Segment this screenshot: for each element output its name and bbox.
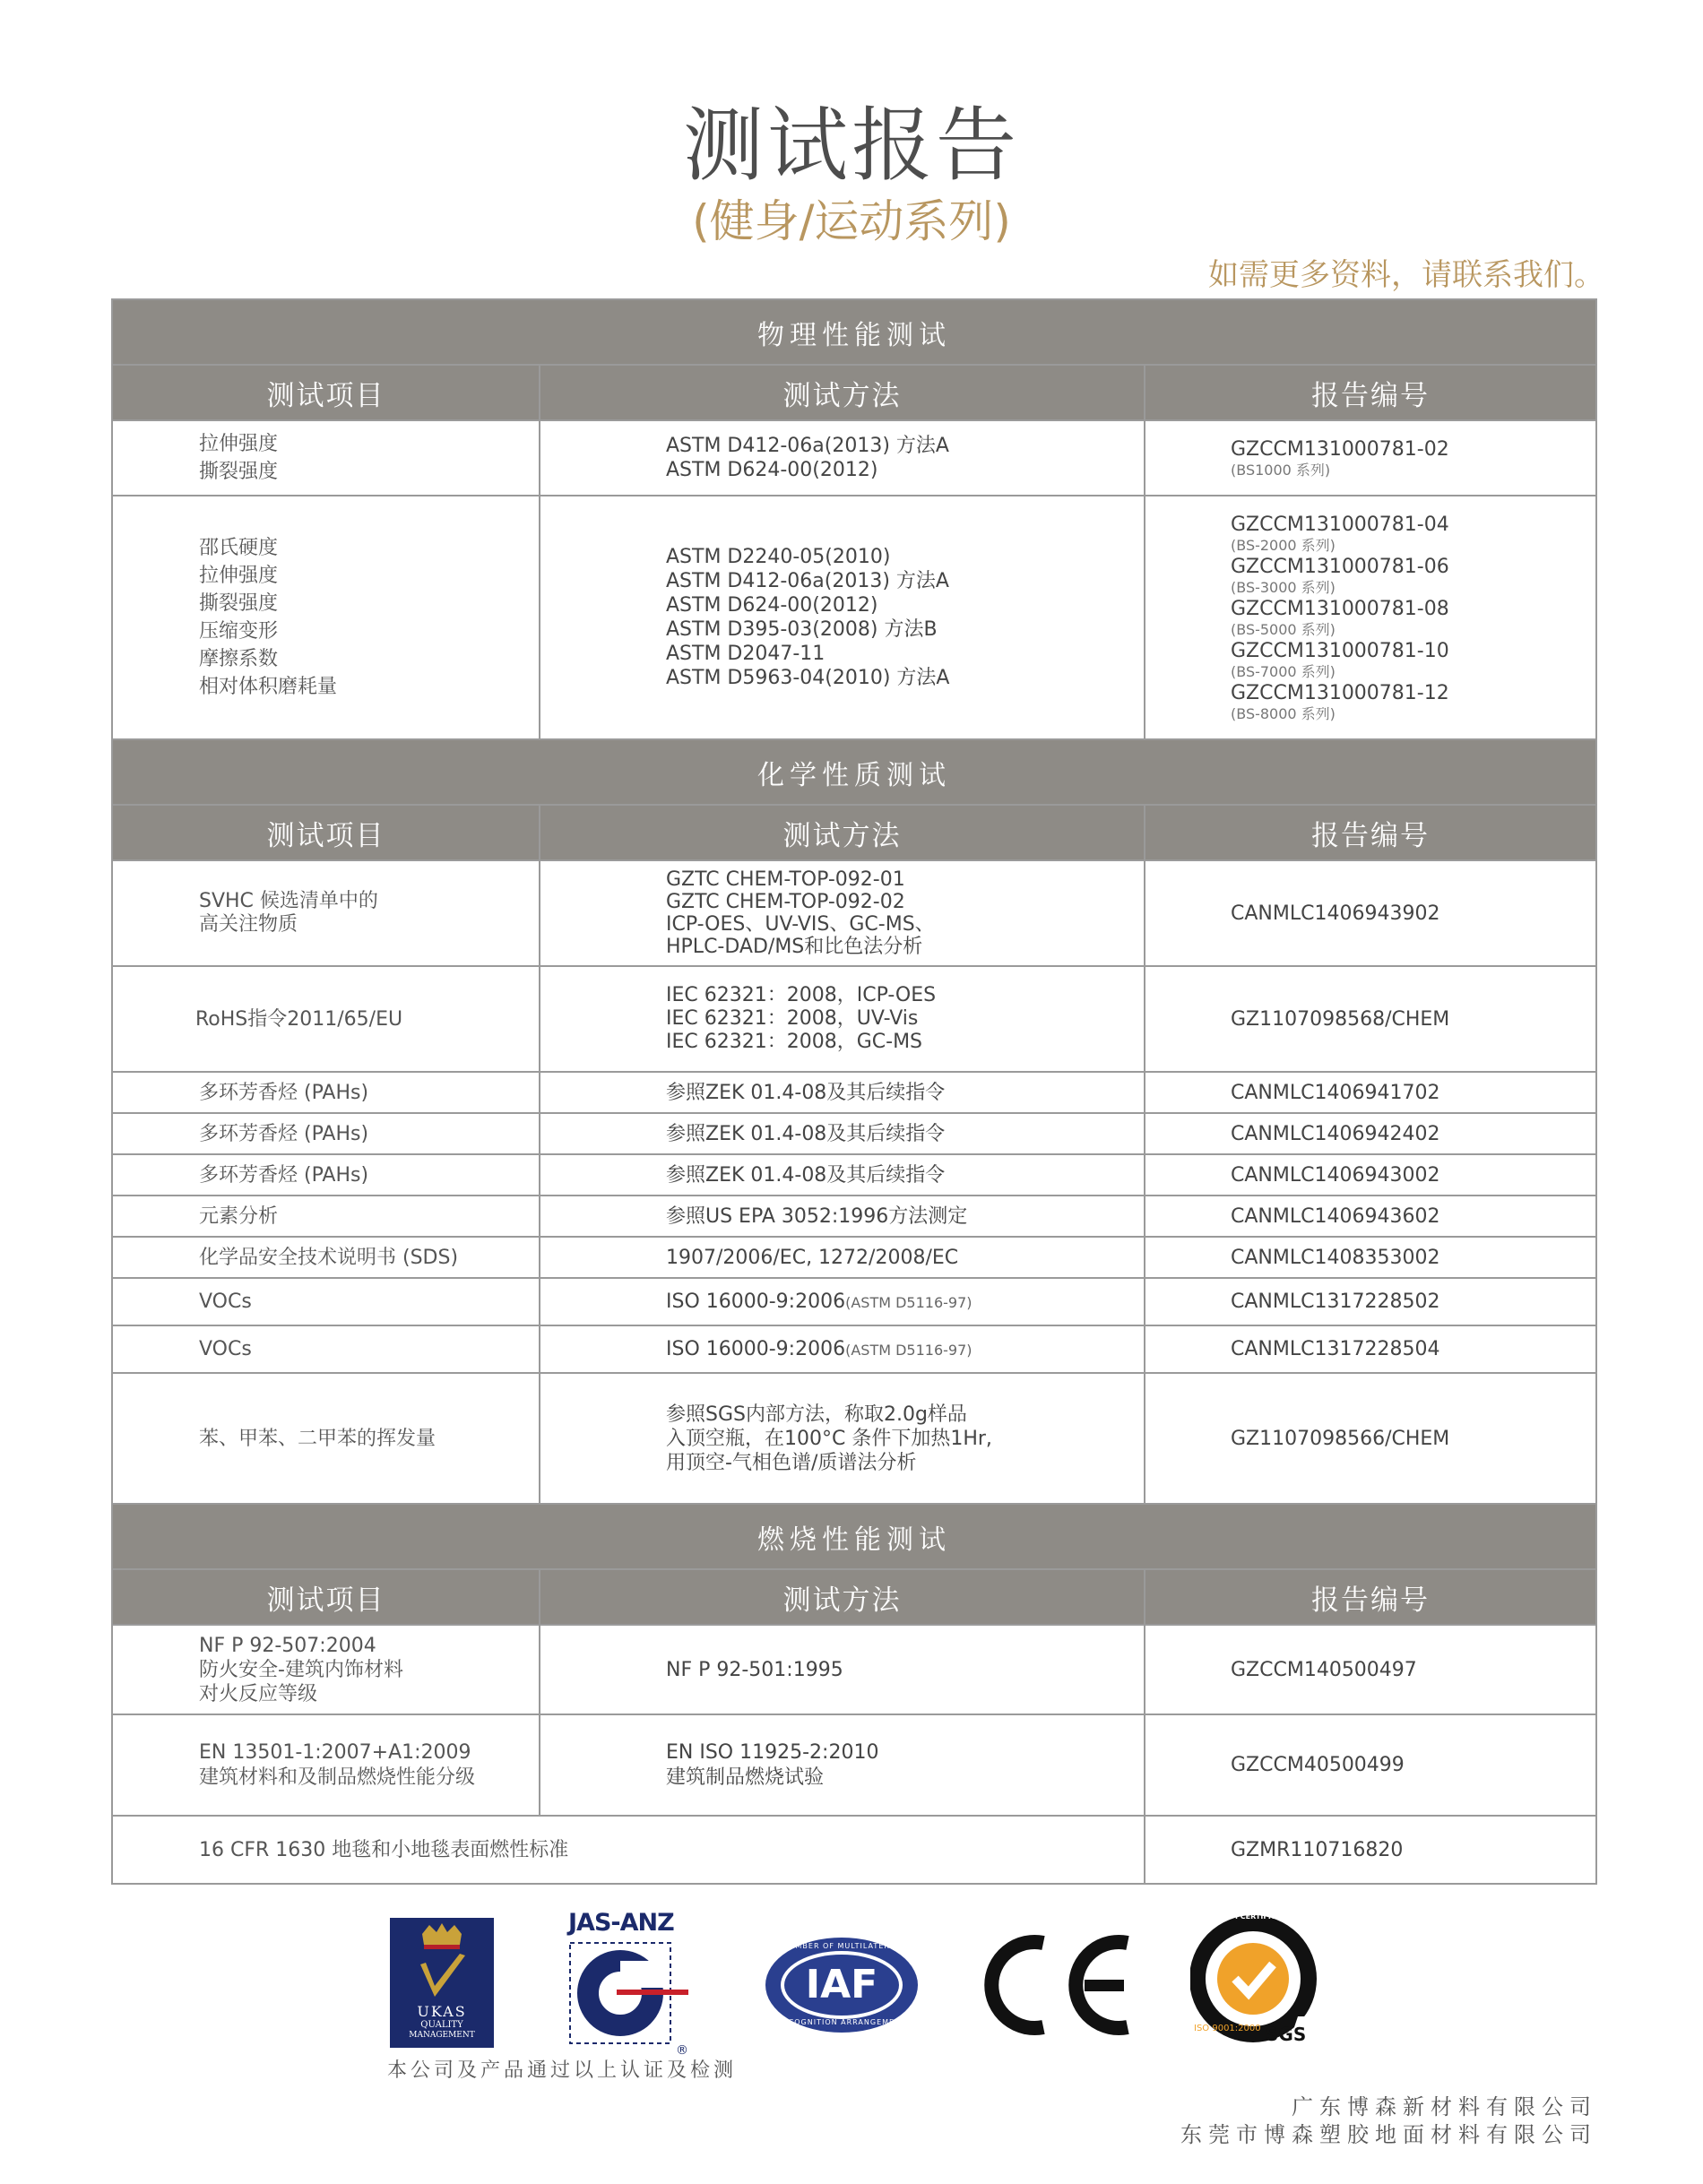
table-row [112, 1625, 1596, 1714]
section-title: 燃烧性能测试 [112, 1504, 1596, 1569]
column-header-report: 报告编号 [1145, 365, 1596, 420]
test-method-cell [540, 966, 1145, 1072]
page-subtitle: (健身/运动系列) [692, 195, 1011, 247]
table-row [112, 1113, 1596, 1154]
test-item: 邵氏硬度 [199, 537, 279, 559]
table-row [112, 1237, 1596, 1278]
test-item: 对火反应等级 [199, 1682, 318, 1705]
column-header-method: 测试方法 [540, 805, 1145, 860]
table-row [112, 966, 1596, 1072]
report-number-cell: CANMLC1406942402 [1145, 1113, 1596, 1154]
certification-caption: 本公司及产品通过以上认证及检测 [387, 2059, 738, 2082]
test-item-cell: 多环芳香烃 (PAHs) [112, 1154, 540, 1196]
sgs-ring-top: SYSTEM CERTIFICATION [1205, 1912, 1301, 1921]
report-number-cell: CANMLC1317228504 [1145, 1325, 1596, 1373]
test-method-sub: (ASTM D5116-97) [845, 1341, 973, 1359]
test-item-cell [112, 1714, 540, 1816]
report-series: (BS1000 系列) [1231, 461, 1331, 479]
test-item-cell [112, 496, 540, 739]
contact-note: 如需更多资料，请联系我们。 [1208, 257, 1604, 293]
column-header-row [112, 1569, 1596, 1625]
table-row [112, 1816, 1596, 1884]
test-method: ASTM D412-06a(2013) 方法A [666, 435, 949, 457]
test-method: ASTM D2047-11 [666, 643, 826, 665]
iaf-name: IAF [805, 1962, 878, 2007]
table-row [112, 496, 1596, 739]
report-number-cell [1145, 496, 1596, 739]
registered-mark: ® [676, 2043, 688, 2058]
report-series: (BS-8000 系列) [1231, 704, 1336, 722]
test-method: 入顶空瓶，在100°C 条件下加热1Hr, [666, 1427, 992, 1450]
test-method: ASTM D2240-05(2010) [666, 546, 891, 568]
test-item-cell: 苯、甲苯、二甲苯的挥发量 [112, 1373, 540, 1504]
column-header-report: 报告编号 [1145, 805, 1596, 860]
report-number: GZCCM131000781-06 [1231, 555, 1449, 578]
column-header-item: 测试项目 [112, 1569, 540, 1625]
test-method: IEC 62321：2008，ICP-OES [666, 984, 937, 1006]
company-name: 东莞市博森塑胶地面材料有限公司 [1180, 2122, 1597, 2147]
test-item-cell: 多环芳香烃 (PAHs) [112, 1072, 540, 1113]
column-header-row [112, 365, 1596, 420]
section-title: 物理性能测试 [112, 299, 1596, 365]
report-series: (BS-3000 系列) [1231, 578, 1336, 596]
table-row [112, 420, 1596, 496]
table-row [112, 1072, 1596, 1113]
test-item: 压缩变形 [199, 620, 279, 643]
table-row [112, 860, 1596, 966]
test-item-cell [112, 860, 540, 966]
test-method-cell [540, 1714, 1145, 1816]
report-series: (BS-2000 系列) [1231, 536, 1336, 554]
jas-anz-name: JAS-ANZ [568, 1909, 674, 1937]
test-method: ISO 16000-9:2006 [666, 1290, 846, 1313]
table-row [112, 1154, 1596, 1196]
column-header-item: 测试项目 [112, 365, 540, 420]
section-header-combustion [112, 1504, 1596, 1569]
test-method-cell: 参照ZEK 01.4-08及其后续指令 [540, 1072, 1145, 1113]
report-number-cell: CANMLC1406943002 [1145, 1154, 1596, 1196]
iaf-ring-bottom: RECOGNITION ARRANGEMENT [777, 2018, 906, 2026]
test-method: IEC 62321：2008，UV-Vis [666, 1007, 919, 1030]
page-title: 测试报告 [683, 99, 1020, 193]
test-item: 撕裂强度 [199, 461, 279, 483]
table-row [112, 1325, 1596, 1373]
test-method-cell [540, 1278, 1145, 1325]
report-number: GZCCM131000781-04 [1231, 513, 1449, 536]
report-number: GZCCM131000781-02 [1231, 437, 1449, 461]
report-number-cell: CANMLC1317228502 [1145, 1278, 1596, 1325]
table-row [112, 1714, 1596, 1816]
test-item-cell: 元素分析 [112, 1196, 540, 1237]
test-method-cell: 参照ZEK 01.4-08及其后续指令 [540, 1113, 1145, 1154]
test-method: ASTM D624-00(2012) [666, 594, 878, 617]
report-series: (BS-7000 系列) [1231, 662, 1336, 680]
ce-mark-icon [984, 1929, 1137, 2042]
iaf-logo [764, 1936, 920, 2034]
test-method: GZTC CHEM-TOP-092-02 [666, 891, 905, 913]
report-number-cell: GZMR110716820 [1145, 1816, 1596, 1884]
test-item-cell [112, 420, 540, 496]
section-title: 化学性质测试 [112, 739, 1596, 805]
test-method-cell: 参照US EPA 3052:1996方法测定 [540, 1196, 1145, 1237]
test-method-cell [540, 1373, 1145, 1504]
table-row [112, 1373, 1596, 1504]
test-item-cell: RoHS指令2011/65/EU [112, 966, 540, 1072]
column-header-method: 测试方法 [540, 365, 1145, 420]
test-item: 撕裂强度 [199, 592, 279, 615]
section-header-physical [112, 299, 1596, 365]
report-number-cell: GZCCM140500497 [1145, 1625, 1596, 1714]
report-number: GZCCM131000781-08 [1231, 597, 1449, 620]
column-header-method: 测试方法 [540, 1569, 1145, 1625]
test-method-cell: 1907/2006/EC, 1272/2008/EC [540, 1237, 1145, 1278]
test-method: ICP-OES、UV-VIS、GC-MS、 [666, 913, 935, 936]
sgs-logo [1190, 1909, 1325, 2057]
jas-anz-logo [558, 1909, 701, 2061]
test-method-sub: (ASTM D5116-97) [845, 1293, 973, 1311]
ukas-line2: QUALITY [420, 2020, 463, 2030]
report-number: GZCCM131000781-12 [1231, 681, 1449, 704]
test-method-cell [540, 496, 1145, 739]
column-header-row [112, 805, 1596, 860]
test-method: ASTM D5963-04(2010) 方法A [666, 667, 950, 689]
test-report-table [111, 298, 1597, 1885]
test-item-cell: VOCs [112, 1278, 540, 1325]
test-method: 用顶空-气相色谱/质谱法分析 [666, 1451, 917, 1474]
ukas-logo [390, 1918, 494, 2048]
test-item-cell: 16 CFR 1630 地毯和小地毯表面燃性标准 [112, 1816, 1145, 1884]
iaf-ring-top: MEMBER OF MULTILATERAL [782, 1942, 901, 1950]
report-number-cell: GZCCM40500499 [1145, 1714, 1596, 1816]
test-item: 拉伸强度 [199, 565, 279, 587]
test-method: 建筑制品燃烧试验 [666, 1765, 825, 1789]
report-number-cell: GZ1107098568/CHEM [1145, 966, 1596, 1072]
company-names [1180, 2093, 1597, 2149]
test-item: NF P 92-507:2004 [199, 1634, 376, 1657]
test-method: 参照SGS内部方法，称取2.0g样品 [666, 1403, 967, 1426]
test-item-cell: VOCs [112, 1325, 540, 1373]
test-method: ASTM D395-03(2008) 方法B [666, 618, 938, 641]
test-item-cell: 多环芳香烃 (PAHs) [112, 1113, 540, 1154]
test-method-cell: NF P 92-501:1995 [540, 1625, 1145, 1714]
company-name: 广东博森新材料有限公司 [1292, 2094, 1597, 2119]
report-number-cell: CANMLC1406941702 [1145, 1072, 1596, 1113]
report-number-cell [1145, 420, 1596, 496]
test-item: 防火安全-建筑内饰材料 [199, 1658, 403, 1681]
sgs-ring-bottom: ISO 9001:2000 [1194, 2024, 1261, 2033]
column-header-item: 测试项目 [112, 805, 540, 860]
table-row [112, 1278, 1596, 1325]
report-number-cell: CANMLC1406943902 [1145, 860, 1596, 966]
report-number-cell: GZ1107098566/CHEM [1145, 1373, 1596, 1504]
test-method: ASTM D412-06a(2013) 方法A [666, 570, 949, 592]
table-row [112, 1196, 1596, 1237]
report-number: GZCCM131000781-10 [1231, 639, 1449, 662]
ce-logo [984, 1929, 1137, 2042]
test-method: GZTC CHEM-TOP-092-01 [666, 868, 905, 891]
test-method: ASTM D624-00(2012) [666, 459, 878, 481]
test-item: EN 13501-1:2007+A1:2009 [199, 1740, 471, 1764]
test-method-cell [540, 860, 1145, 966]
ukas-line3: MANAGEMENT [409, 2031, 475, 2040]
test-item-cell: 化学品安全技术说明书 (SDS) [112, 1237, 540, 1278]
test-item: 相对体积磨耗量 [199, 676, 338, 698]
report-number-cell: CANMLC1408353002 [1145, 1237, 1596, 1278]
test-method-cell: 参照ZEK 01.4-08及其后续指令 [540, 1154, 1145, 1196]
test-item: 高关注物质 [199, 913, 298, 936]
test-method: EN ISO 11925-2:2010 [666, 1740, 879, 1764]
test-item: 摩擦系数 [199, 648, 279, 670]
ukas-name: UKAS [417, 2003, 467, 2020]
test-method-cell [540, 1325, 1145, 1373]
test-method-cell [540, 420, 1145, 496]
certification-logos [0, 1909, 1703, 2088]
test-item: SVHC 候选清单中的 [199, 890, 378, 912]
test-item: 建筑材料和及制品燃烧性能分级 [199, 1765, 476, 1789]
report-number-cell: CANMLC1406943602 [1145, 1196, 1596, 1237]
test-method: ISO 16000-9:2006 [666, 1337, 846, 1360]
report-series: (BS-5000 系列) [1231, 620, 1336, 638]
sgs-name: SGS [1266, 2024, 1307, 2045]
test-item-cell [112, 1625, 540, 1714]
test-item: 拉伸强度 [199, 433, 279, 455]
test-method: HPLC-DAD/MS和比色法分析 [666, 936, 923, 958]
column-header-report: 报告编号 [1145, 1569, 1596, 1625]
section-header-chemical [112, 739, 1596, 805]
test-method: IEC 62321：2008，GC-MS [666, 1031, 923, 1053]
